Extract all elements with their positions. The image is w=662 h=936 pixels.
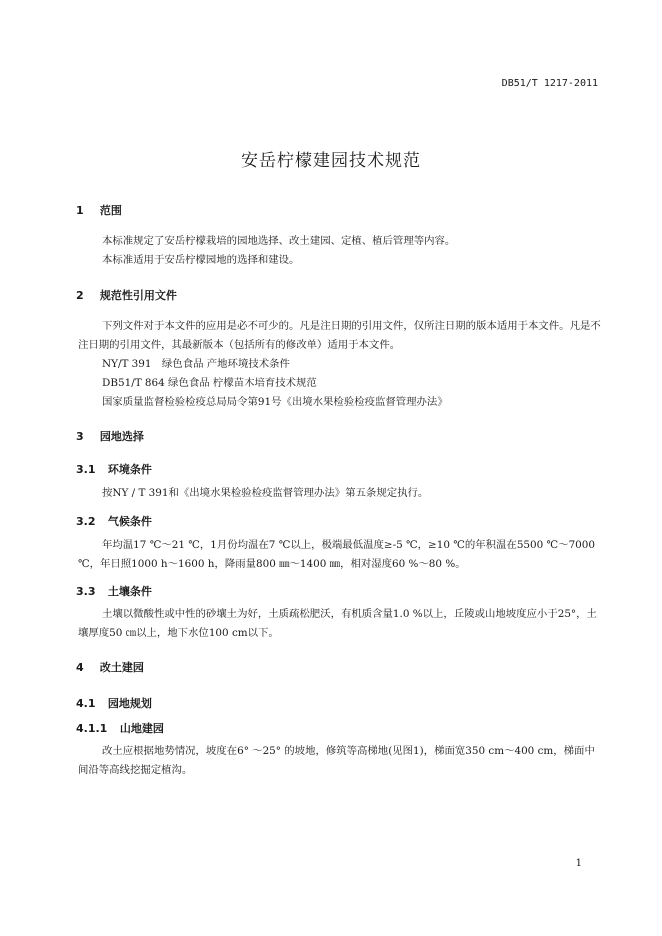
paragraph: 年均温17 ℃～21 ℃，1月份均温在7 ℃以上，极端最低温度≥-5 ℃，≥10 ℃的年积温在5500 ℃～7000 ℃，年日照1000 h～1600 h，降雨量800 ㎜～1400 ㎜，相对湿度60 %～80 %。	[78, 539, 596, 570]
section-number: 1	[76, 204, 84, 217]
standard-code: DB51/T 1217-2011	[501, 78, 598, 89]
paragraph: 本标准规定了安岳柠檬栽培的园地选择、改土建园、定植、植后管理等内容。	[102, 235, 456, 247]
paragraph: 按NY / T 391和《出境水果检验检疫监督管理办法》第五条规定执行。	[102, 487, 429, 499]
section-number: 2	[76, 289, 84, 302]
subsection-title: 山地建园	[119, 722, 164, 735]
subsection-3-1-heading	[76, 461, 152, 477]
subsection-4-1-1-heading	[76, 720, 164, 736]
reference-item: NY/T 391 绿色食品 产地环境技术条件	[102, 358, 290, 370]
section-title: 范围	[99, 204, 122, 217]
section-3-heading	[76, 428, 144, 444]
subsection-4-1-heading	[76, 695, 152, 711]
subsection-title: 气候条件	[107, 515, 152, 528]
paragraph: 土壤以微酸性或中性的砂壤土为好，土质疏松肥沃，有机质含量1.0 %以上，丘陵或山地坡度应小于25°，土壤厚度50 ㎝以上，地下水位100 cm以下。	[78, 608, 597, 639]
paragraph: 改土应根据地势情况，坡度在6° ～25° 的坡地，修筑等高梯地(见图1)，梯面宽350 cm～400 cm，梯面中间沿等高线挖掘定植沟。	[78, 745, 595, 776]
section-1-heading	[76, 202, 122, 218]
subsection-3-3-heading	[76, 583, 152, 599]
section-number: 4	[76, 661, 84, 674]
reference-item: DB51/T 864 绿色食品 柠檬苗木培育技术规范	[102, 377, 317, 389]
subsection-number: 4.1	[76, 697, 96, 710]
subsection-number: 4.1.1	[76, 722, 108, 735]
section-number: 3	[76, 430, 84, 443]
reference-item: 国家质量监督检验检疫总局局令第91号《出境水果检验检疫监督管理办法》	[102, 396, 448, 408]
section-title: 园地选择	[99, 430, 144, 443]
subsection-number: 3.2	[76, 515, 96, 528]
page-number: 1	[575, 858, 582, 869]
subsection-title: 环境条件	[107, 463, 152, 476]
subsection-title: 园地规划	[107, 697, 152, 710]
subsection-number: 3.1	[76, 463, 96, 476]
section-title: 改土建园	[99, 661, 144, 674]
subsection-number: 3.3	[76, 585, 96, 598]
subsection-title: 土壤条件	[107, 585, 152, 598]
paragraph: 下列文件对于本文件的应用是必不可少的。凡是注日期的引用文件，仅所注日期的版本适用于本文件。凡是不注日期的引用文件，其最新版本（包括所有的修改单）适用于本文件。	[78, 320, 601, 351]
subsection-3-2-heading	[76, 513, 152, 529]
section-4-heading	[76, 659, 144, 675]
document-title: 安岳柠檬建园技术规范	[241, 151, 421, 171]
section-2-heading	[76, 287, 177, 303]
paragraph: 本标准适用于安岳柠檬园地的选择和建设。	[102, 254, 300, 266]
section-title: 规范性引用文件	[99, 289, 177, 302]
